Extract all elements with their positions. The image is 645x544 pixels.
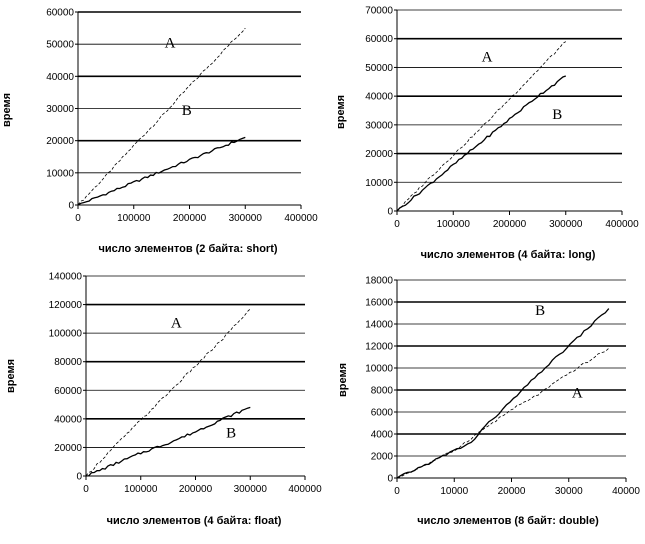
y-tick-label: 40000: [365, 91, 393, 103]
y-tick-label: 140000: [48, 271, 82, 283]
y-tick-label: 40000: [46, 71, 74, 83]
series-label-B: B: [226, 425, 237, 442]
y-tick-label: 0: [76, 471, 82, 483]
x-tick-label: 10000: [440, 486, 469, 497]
series-line-B: [86, 407, 250, 476]
x-tick-label: 400000: [605, 219, 639, 230]
series-line-A: [397, 42, 566, 211]
series-label-B: B: [535, 303, 546, 320]
chart-2: [335, 6, 639, 262]
x-tick-label: 300000: [549, 219, 583, 230]
chart-3: [5, 272, 322, 528]
x-tick-label: 200000: [492, 219, 527, 230]
y-tick-label: 40000: [54, 414, 82, 426]
chart-1: [1, 8, 318, 256]
y-tick-label: 50000: [365, 62, 393, 74]
y-tick-label: 16000: [365, 297, 393, 309]
x-tick-label: 100000: [124, 484, 158, 495]
y-tick-label: 0: [68, 200, 74, 212]
y-tick-label: 30000: [46, 104, 74, 115]
y-tick-label: 80000: [54, 357, 82, 369]
series-line-A: [78, 28, 245, 205]
x-tick-label: 300000: [233, 484, 267, 495]
y-axis-title: время: [337, 362, 349, 398]
y-axis-title: время: [5, 358, 17, 394]
x-tick-label: 200000: [178, 484, 213, 495]
y-tick-label: 20000: [365, 149, 393, 161]
series-label-B: B: [181, 102, 192, 119]
y-tick-label: 12000: [365, 341, 393, 353]
series-label-A: A: [481, 49, 493, 66]
y-tick-label: 0: [387, 473, 393, 485]
y-tick-label: 18000: [365, 275, 393, 287]
y-tick-label: 30000: [365, 120, 393, 132]
y-tick-label: 4000: [370, 429, 393, 441]
y-tick-label: 60000: [46, 7, 74, 19]
x-tick-label: 300000: [228, 213, 262, 224]
x-tick-label: 0: [394, 486, 400, 497]
x-tick-label: 100000: [117, 213, 151, 224]
series-line-B: [78, 137, 245, 205]
y-tick-label: 100000: [48, 328, 82, 340]
series-line-A: [86, 309, 250, 476]
y-tick-label: 20000: [46, 136, 74, 148]
x-axis-title: число элементов (4 байта: long): [420, 249, 596, 261]
x-tick-label: 0: [83, 484, 89, 495]
series-label-A: A: [164, 35, 176, 52]
y-tick-label: 60000: [365, 34, 393, 46]
x-tick-label: 200000: [172, 213, 207, 224]
y-tick-label: 10000: [46, 168, 74, 180]
y-tick-label: 6000: [370, 407, 393, 419]
y-axis-title: время: [1, 92, 13, 128]
y-tick-label: 70000: [365, 5, 393, 17]
series-label-A: A: [170, 315, 182, 332]
x-tick-label: 30000: [554, 486, 583, 497]
x-tick-label: 400000: [284, 213, 318, 224]
x-axis-title: число элементов (8 байт: double): [417, 515, 599, 527]
y-axis-title: время: [335, 94, 347, 130]
x-axis-title: число элементов (4 байта: float): [106, 515, 282, 527]
y-tick-label: 0: [387, 206, 393, 218]
chart-4: [337, 276, 640, 528]
y-tick-label: 120000: [48, 300, 82, 312]
y-tick-label: 20000: [54, 442, 82, 454]
x-tick-label: 20000: [497, 486, 526, 497]
y-tick-label: 10000: [365, 177, 393, 189]
x-tick-label: 100000: [436, 219, 470, 230]
y-tick-label: 14000: [365, 319, 393, 331]
x-tick-label: 0: [75, 213, 81, 224]
y-tick-label: 60000: [54, 385, 82, 397]
y-tick-label: 2000: [370, 451, 393, 463]
y-tick-label: 8000: [370, 385, 393, 397]
series-label-B: B: [552, 107, 563, 124]
y-tick-label: 50000: [46, 39, 74, 51]
x-tick-label: 400000: [288, 484, 322, 495]
y-tick-label: 10000: [365, 363, 393, 375]
series-label-A: A: [571, 385, 583, 402]
x-axis-title: число элементов (2 байта: short): [98, 243, 278, 255]
x-tick-label: 40000: [612, 486, 640, 497]
x-tick-label: 0: [394, 219, 400, 230]
